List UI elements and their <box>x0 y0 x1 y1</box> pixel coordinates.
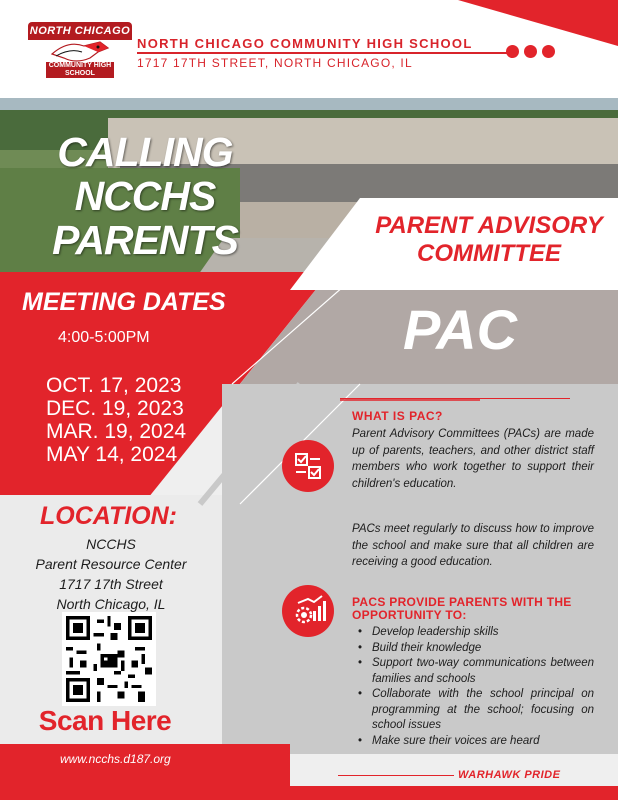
footer-bar <box>0 786 618 800</box>
list-item: • Build their knowledge <box>358 641 594 657</box>
dot-icon <box>506 45 519 58</box>
what-is-pac-paragraph: Parent Advisory Committees (PACs) are made up of parents, teachers, and other district staff members who work together to support their children's education. <box>352 428 594 490</box>
school-address: 1717 17TH STREET, NORTH CHICAGO, IL <box>137 56 413 70</box>
section-divider <box>340 398 570 399</box>
location-line: North Chicago, IL <box>56 596 166 612</box>
header <box>0 0 618 98</box>
school-name: NORTH CHICAGO COMMUNITY HIGH SCHOOL <box>137 36 473 51</box>
list-item: • Make sure their voices are heard <box>358 734 594 750</box>
qr-code-icon <box>66 616 152 702</box>
pac-full-title: PARENT ADVISORY COMMITTEE <box>375 212 603 267</box>
location-title: LOCATION: <box>40 502 178 530</box>
list-item: • Support two-way communications between families and schools <box>358 656 594 687</box>
school-logo <box>28 22 132 80</box>
meeting-date: OCT. 17, 2023 <box>46 374 182 397</box>
meeting-date: MAY 14, 2024 <box>46 443 178 466</box>
logo-top-text: NORTH CHICAGO <box>28 22 132 40</box>
location-line: Parent Resource Center <box>35 556 187 572</box>
pac-meetings-paragraph: PACs meet regularly to discuss how to improve the school and make sure that all children are receiving a good education. <box>352 523 594 568</box>
meeting-dates-list <box>46 374 186 466</box>
meeting-date: DEC. 19, 2023 <box>46 397 184 420</box>
pacs-provide-title: PACS PROVIDE PARENTS WITH THE OPPORTUNITY TO: <box>352 595 572 622</box>
warhawk-pride-tagline: WARHAWK PRIDE <box>458 769 561 781</box>
pac-abbreviation: PAC <box>402 298 518 361</box>
opportunity-list <box>358 625 594 749</box>
dot-icon <box>524 45 537 58</box>
logo-bottom-text: COMMUNITY HIGH SCHOOL <box>46 62 114 78</box>
meeting-time: 4:00-5:00PM <box>58 329 150 346</box>
gear-chart-icon-graphic <box>282 585 334 637</box>
header-corner-triangle <box>458 0 618 46</box>
checklist-icon-graphic <box>282 440 334 492</box>
list-item: • Collaborate with the school principal on programming at the school; focusing on school issues <box>358 687 594 734</box>
checklist-icon <box>282 440 334 492</box>
scan-here-label: Scan Here <box>38 705 172 736</box>
location-line: NCCHS <box>86 536 136 552</box>
location-line: 1717 17th Street <box>59 576 163 592</box>
what-is-pac-title: WHAT IS PAC? <box>352 409 443 423</box>
calling-parents-headline: CALLING NCCHS PARENTS <box>52 129 238 263</box>
gear-chart-icon <box>282 585 334 637</box>
location-address <box>0 534 222 614</box>
footer-divider <box>338 775 454 776</box>
header-divider <box>137 52 507 54</box>
qr-code[interactable] <box>62 612 156 706</box>
meeting-dates-title: MEETING DATES <box>22 288 226 316</box>
meeting-date: MAR. 19, 2024 <box>46 420 187 443</box>
list-item: • Develop leadership skills <box>358 625 594 641</box>
dot-icon <box>542 45 555 58</box>
website-link[interactable]: www.ncchs.d187.org <box>60 752 171 766</box>
